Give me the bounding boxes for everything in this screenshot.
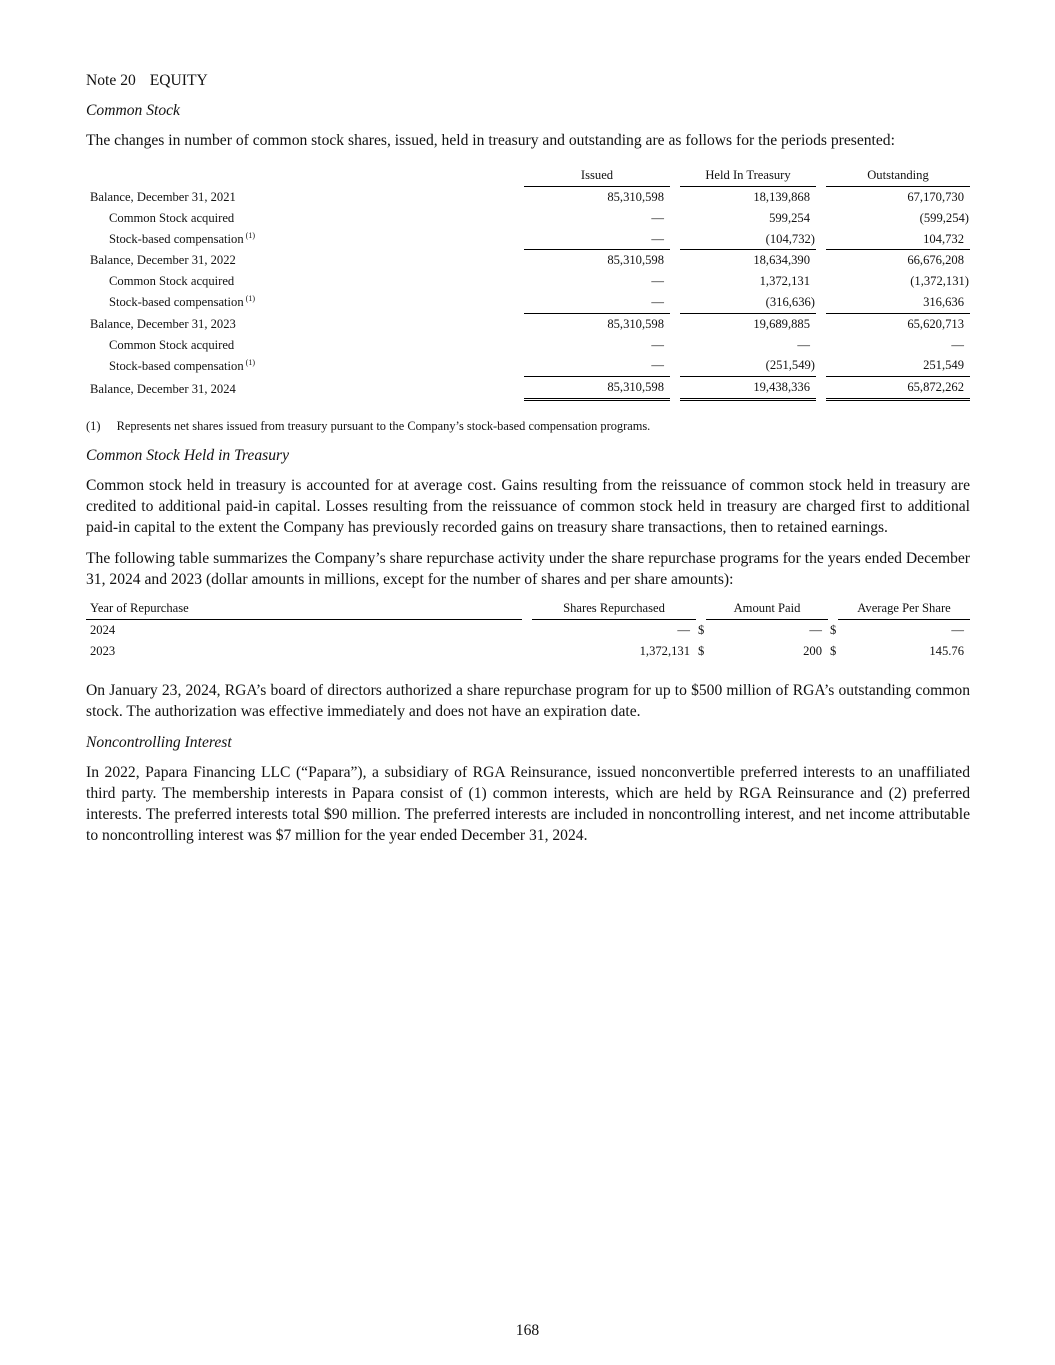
row-label [86,250,524,271]
footnote [86,418,970,434]
row-label-text: Balance, December 31, 2024 [90,381,236,396]
noncontrolling-paragraph: In 2022, Papara Financing LLC (“Papara”), a subsidiary of RGA Reinsurance, issued nonconvertible preferred interests to an unaffiliated third party. The membership interests in Papara consist of (1) common interests, which are held by RGA Reinsurance and (2) preferred interests. The preferred interests total $90 million. The preferred interests are included in noncontrolling interest, and net income attributable to noncontrolling interest was $7 million for the year ended December 31, 2024. [86,763,970,844]
cell-outstanding: 66,676,208 [907,253,964,268]
cell-issued: 85,310,598 [607,190,664,204]
currency-symbol: $ [830,643,837,658]
currency-symbol: $ [698,622,705,637]
row-label [86,313,524,334]
cell-issued: — [524,355,670,376]
cell-outstanding: 67,170,730 [907,190,964,204]
cell-treasury: 19,438,336 [680,377,816,400]
note-title [86,70,970,91]
cell-treasury: (251,549) [680,355,816,376]
table-row [86,271,970,292]
currency-symbol: $ [830,622,837,637]
cell-average: — [951,622,964,637]
table-row [86,313,970,334]
row-label [86,271,524,292]
common-stock-intro: The changes in number of common stock shares, issued, held in treasury and outstanding are as follows for the periods presented: [86,132,895,149]
cell-treasury: (104,732) [680,229,816,250]
table-row [86,619,970,640]
cell-shares: 1,372,131 [639,643,690,658]
row-label-text: Common Stock acquired [109,274,235,289]
document-page [86,70,970,856]
repurchase-program-paragraph: On January 23, 2024, RGA’s board of directors authorized a share repurchase program for up to $500 million of RGA’s outstanding common stock. The authorization was effective immediately and does not have an expiration date. [86,681,970,720]
row-label-text: Balance, December 31, 2023 [90,316,236,331]
treasury-heading: Common Stock Held in Treasury [86,446,289,464]
row-label [86,208,524,229]
noncontrolling-heading: Noncontrolling Interest [86,733,232,751]
cell-issued: — [651,337,664,352]
cell-treasury: 1,372,131 [759,274,810,289]
cell-outstanding: (1,372,131) [910,274,969,289]
cell-average: 145.76 [929,643,964,658]
cell-shares: — [677,622,690,637]
cell-treasury: 19,689,885 [753,316,810,331]
repurchase-table [86,600,970,662]
table-row [86,208,970,229]
cell-outstanding: 104,732 [826,229,970,250]
row-label-text: Stock-based compensation [109,232,244,247]
cell-year: 2023 [90,643,116,658]
footnote-marker: (1) [86,418,101,433]
cell-outstanding: 316,636 [826,292,970,313]
row-label [86,229,524,250]
col-header-issued: Issued [524,167,670,187]
cell-treasury: — [797,337,810,352]
row-label [86,377,524,400]
page-number: 168 [515,1322,540,1339]
cell-year: 2024 [90,622,116,637]
repurchase-header-row [86,600,970,620]
table-row [86,377,970,400]
col-header-outstanding: Outstanding [826,167,970,187]
table-row [86,641,970,662]
row-label-text: Stock-based compensation [109,358,244,373]
note-name: EQUITY [149,72,208,89]
col-header-shares: Shares Repurchased [532,600,696,620]
row-label-text: Balance, December 31, 2022 [90,253,236,268]
cell-treasury: 18,139,868 [753,190,810,204]
treasury-paragraph: Common stock held in treasury is accounted for at average cost. Gains resulting from the reissuance of common stock held in treasury are credited to additional paid-in capital. Losses resulting from the reissuance of common stock held in treasury are charged first to additional paid-in capital to the extent the Company has previously recorded gains on treasury share transactions, then to retained earnings. [86,476,970,536]
cell-outstanding: — [951,337,964,352]
row-label-text: Stock-based compensation [109,295,244,310]
cell-amount: 200 [803,643,822,658]
table-row [86,355,970,376]
cell-issued: 85,310,598 [524,377,670,400]
cell-issued: 85,310,598 [607,316,664,331]
row-label [86,187,524,208]
table-row [86,229,970,250]
footnote-ref: (1) [245,294,255,304]
col-header-average: Average Per Share [838,600,970,620]
cell-outstanding: 251,549 [826,355,970,376]
cell-issued: — [524,229,670,250]
table-row [86,187,970,208]
col-header-amount: Amount Paid [706,600,828,620]
row-label [86,355,524,376]
cell-issued: 85,310,598 [607,253,664,268]
footnote-text: Represents net shares issued from treasury pursuant to the Company’s stock-based compensation programs. [116,418,651,433]
cell-outstanding: (599,254) [919,210,969,225]
share-changes-table [86,167,970,401]
row-label-text: Common Stock acquired [109,210,235,225]
cell-issued: — [651,210,664,225]
cell-treasury: 18,634,390 [753,253,810,268]
cell-issued: — [651,274,664,289]
cell-outstanding: 65,620,713 [907,316,964,331]
row-label [86,335,524,356]
footnote-ref: (1) [245,231,255,241]
col-header-treasury: Held In Treasury [680,167,816,187]
row-label-text: Common Stock acquired [109,337,235,352]
cell-outstanding: 65,872,262 [826,377,970,400]
table-row [86,250,970,271]
cell-amount: — [809,622,822,637]
cell-issued: — [524,292,670,313]
table-row [86,292,970,313]
repurchase-intro: The following table summarizes the Company’s share repurchase activity under the share repurchase programs for the years ended December 31, 2024 and 2023 (dollar amounts in millions, except for the number of shares and per share amounts): [86,549,970,588]
table-header-row [86,167,970,187]
table-row [86,335,970,356]
currency-symbol: $ [698,643,705,658]
row-label [86,292,524,313]
cell-treasury: (316,636) [680,292,816,313]
note-number: Note 20 [86,72,136,89]
cell-treasury: 599,254 [769,210,810,225]
col-header-year: Year of Repurchase [86,600,522,620]
row-label-text: Balance, December 31, 2021 [90,190,236,204]
common-stock-heading: Common Stock [86,102,180,119]
footnote-ref: (1) [245,357,255,367]
